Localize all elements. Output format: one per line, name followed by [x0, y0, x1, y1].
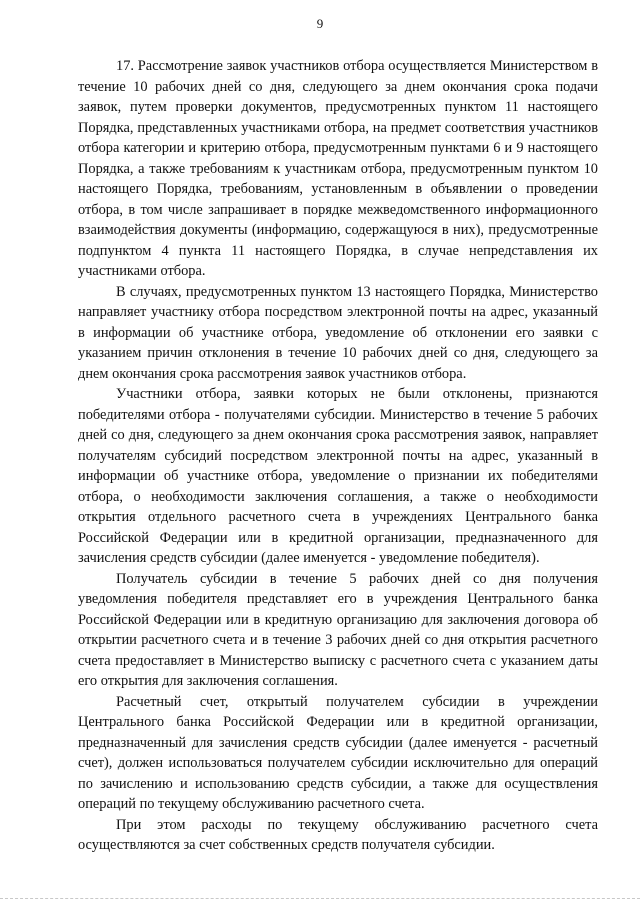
scan-edge-divider: [0, 898, 640, 899]
paragraph-rejection-notice: В случаях, предусмотренных пунктом 13 настоящего Порядка, Министерство направляет участнику отбора посредством электронной почты на адрес, указанный в информации об участнике отбора, уведомление об отклонении его заявки с указанием причин отклонения в течение 10 рабочих дней со дня, следующего за днем окончания срока рассмотрения заявок участников отбора.: [78, 283, 598, 382]
page-number: 9: [316, 16, 324, 31]
paragraph-account-expenses: При этом расходы по текущему обслуживанию расчетного счета осуществляются за счет собственных средств получателя субсидии.: [78, 816, 598, 853]
paragraph-winners-notice: Участники отбора, заявки которых не были отклонены, признаются победителями отбора - получателями субсидии. Министерство в течение 5 рабочих дней со дня, следующего за днем окончания срока рассмотрения заявок, направляет получателям субсидий посредством электронной почты на адрес, указанный в информации об участнике отбора, уведомление о признании их победителями отбора, о необходимости заключения соглашения, а также о необходимости открытия отдельного расчетного счета в учреждениях Центрального банка Российской Федерации или в кредитной организации, предназначенного для зачисления средств субсидии (далее именуется - уведомление победителя).: [78, 386, 598, 566]
document-body: [78, 56, 598, 856]
paragraph-17-review-of-applications: 17. Рассмотрение заявок участников отбора осуществляется Министерством в течение 10 рабочих дней со дня, следующего за днем окончания срока подачи заявок, путем проверки документов, предусмотренных пунктом 11 настоящего Порядка, представленных участниками отбора, на предмет соответствия участников отбора категории и критерию отбора, предусмотренным пунктами 6 и 9 настоящего Порядка, а также требованиям к участникам отбора, предусмотренным пунктом 10 настоящего Порядка, требованиям, установленным в объявлении о проведении отбора, в том числе запрашивает в порядке межведомственного информационного взаимодействия документы (информацию, содержащуюся в них), предусмотренные подпунктом 4 пункта 11 настоящего Порядка, в случае непредставления их участниками отбора.: [78, 58, 598, 279]
paragraph-settlement-account-use: Расчетный счет, открытый получателем субсидии в учреждении Центрального банка Российской Федерации или в кредитной организации, предназначенный для зачисления средств субсидии (далее именуется - расчетный счет), должен использоваться получателем субсидии исключительно для операций по зачислению и использованию средств субсидии, а также для осуществления операций по текущему обслуживанию расчетного счета.: [78, 693, 598, 812]
paragraph-account-opening: Получатель субсидии в течение 5 рабочих дней со дня получения уведомления победителя представляет его в учреждения Центрального банка Российской Федерации или в кредитную организацию для заключения договора об открытии расчетного счета и в течение 3 рабочих дней со дня открытия расчетного счета предоставляет в Министерство выписку с расчетного счета с указанием даты его открытия для заключения соглашения.: [78, 570, 598, 689]
